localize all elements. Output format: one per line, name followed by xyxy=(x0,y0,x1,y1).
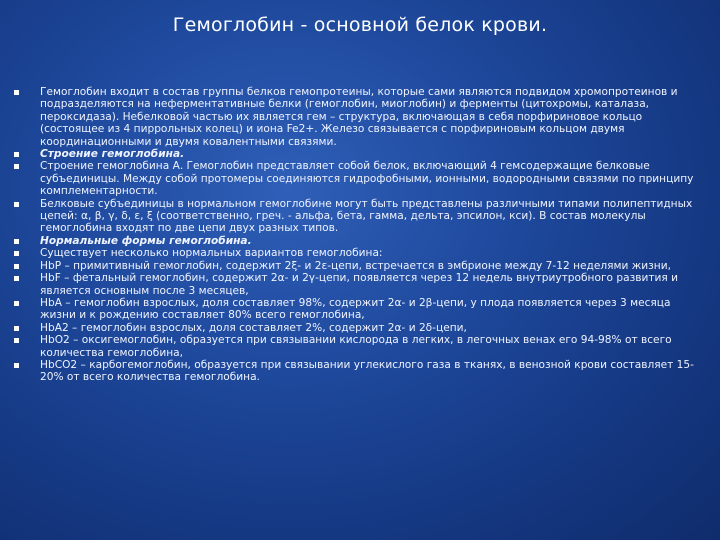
list-item xyxy=(14,198,704,235)
bullet-icon xyxy=(14,239,19,244)
item-text: HbO2 – оксигемоглобин, образуется при связывании кислорода в легких, в легочных венах его 94-98% от всего количества гемоглобина, xyxy=(40,334,672,359)
item-text: Существует несколько нормальных вариантов гемоглобина: xyxy=(40,247,383,260)
item-text: HbA – гемоглобин взрослых, доля составляет 98%, содержит 2α- и 2β-цепи, у плода появляется через 3 месяца жизни и к рождению составляет 80% всего гемоглобина, xyxy=(40,296,671,322)
list-item xyxy=(14,160,704,197)
item-text: Строение гемоглобина А. Гемоглобин представляет собой белок, включающий 4 гемсодержащие белковые субъединицы. Между собой протомеры соединяются гидрофобными, ионными, водородными связями по принципу комплементарности. xyxy=(40,160,694,198)
list-item xyxy=(14,334,704,359)
list-item xyxy=(14,359,704,384)
item-text: HbF – фетальный гемоглобин, содержит 2α- и 2γ-цепи, появляется через 12 недель внутриутробного развития и является основным после 3 месяцев, xyxy=(40,272,679,297)
item-text: HbР – примитивный гемоглобин, содержит 2ξ- и 2ε-цепи, встречается в эмбрионе между 7-12 неделями жизни, xyxy=(40,259,671,272)
bullet-icon xyxy=(14,90,19,95)
bullet-icon xyxy=(14,326,19,331)
bullet-icon xyxy=(14,276,19,281)
list-item-heading xyxy=(14,148,704,160)
item-text: Нормальные формы гемоглобина. xyxy=(40,234,252,247)
list-item xyxy=(14,86,704,148)
bullet-icon xyxy=(14,338,19,343)
item-text: Белковые субъединицы в нормальном гемоглобине могут быть представлены различными типами полипептидных цепей: α, β, γ, δ, ε, ξ (соответственно, греч. - альфа, бета, гамма, дельта, эпсилон, кси). В состав молекулы гемоглобина входят по две цепи двух разных типов. xyxy=(40,197,693,235)
list-item xyxy=(14,247,704,259)
list-item xyxy=(14,272,704,297)
item-text: Строение гемоглобина. xyxy=(40,148,185,161)
list-item xyxy=(14,297,704,322)
slide-title: Гемоглобин - основной белок крови. xyxy=(172,14,548,36)
list-item-heading xyxy=(14,235,704,247)
bullet-icon xyxy=(14,152,19,157)
list-item xyxy=(14,260,704,272)
bullet-icon xyxy=(14,301,19,306)
bullet-icon xyxy=(14,202,19,207)
bullet-icon xyxy=(14,164,19,169)
bullet-icon xyxy=(14,251,19,256)
bullet-icon xyxy=(14,363,19,368)
bullet-icon xyxy=(14,264,19,269)
list-item xyxy=(14,322,704,334)
item-text: HbA2 – гемоглобин взрослых, доля составляет 2%, содержит 2α- и 2δ-цепи, xyxy=(40,321,467,334)
item-text: HbCO2 – карбогемоглобин, образуется при связывании углекислого газа в тканях, в венозной крови составляет 15-20% от всего количества гемоглобина. xyxy=(40,358,694,384)
item-text: Гемоглобин входит в состав группы белков гемопротеины, которые сами являются подвидом хромопротеинов и подразделяются на неферментативные белки (гемоглобин, миоглобин) и ферменты (цитохромы, каталаза, пероксидаза). Небелковой частью их является гем – структура, включающая в себя порфириновое кольцо (состоящее из 4 пиррольных колец) и иона Fe2+. Железо связывается с порфириновым кольцом двумя координационными и двумя ковалентными связями. xyxy=(40,86,678,148)
bullet-list xyxy=(14,86,704,384)
